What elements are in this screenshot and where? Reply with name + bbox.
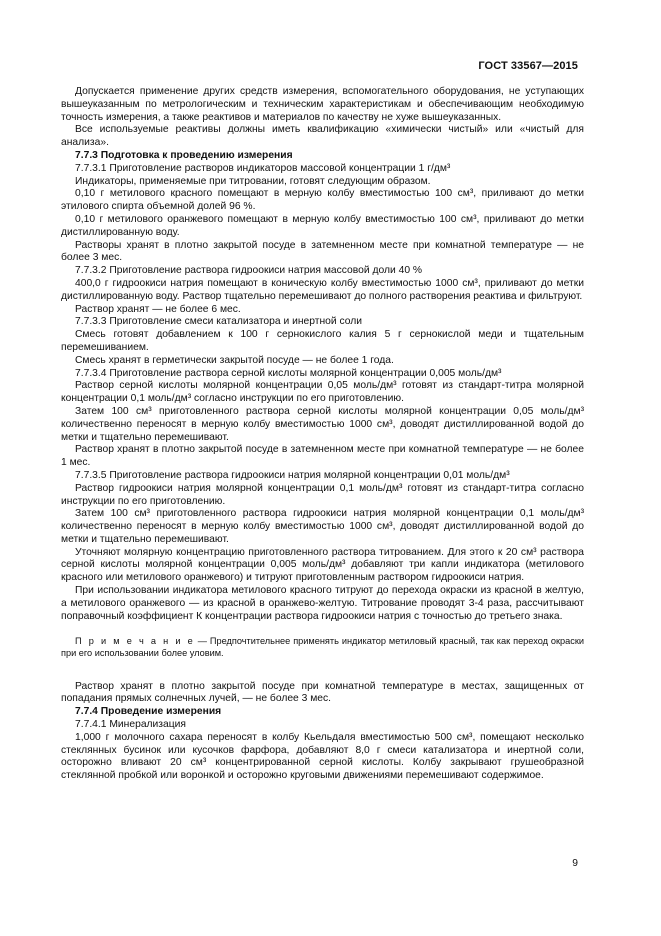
note <box>61 636 584 659</box>
paragraph: 7.7.3.4 Приготовление раствора серной кислоты молярной концентрации 0,005 моль/дм³ <box>75 367 502 379</box>
paragraph: 0,10 г метилового оранжевого помещают в мерную колбу вместимостью 100 см³, приливают до метки дистиллированную воду. <box>61 213 584 238</box>
page-number: 9 <box>572 858 578 869</box>
section-heading: 7.7.4 Проведение измерения <box>75 706 222 718</box>
paragraph: Раствор хранят в плотно закрытой посуде в затемненном месте при комнатной температуре — не более 1 мес. <box>61 444 584 469</box>
paragraph: Затем 100 см³ приготовленного раствора серной кислоты молярной концентрации 0,05 моль/дм³ количественно переносят в мерную колбу вместимостью 1000 см³, доводят дистиллированной водой до метки и тщательно перемешивают. <box>61 405 584 443</box>
paragraph: Все используемые реактивы должны иметь квалификацию «химически чистый» или «чистый для анализа». <box>61 124 584 149</box>
paragraph: При использовании индикатора метилового красного титруют до перехода окраски из красной в желтую, а метилового оранжевого — из красной в оранжево-желтую. Титрование проводят 3-4 раза, рассчитывают поправочный коэффициент К концентрации раствора гидроокиси натрия с точностью до третьего знака. <box>61 585 584 622</box>
paragraph: Раствор хранят — не более 6 мес. <box>75 303 241 315</box>
paragraph: 400,0 г гидроокиси натрия помещают в коническую колбу вместимостью 1000 см³, приливают до метки дистиллированную воду. Раствор тщательно перемешивают до полного растворения реактива и фильтруют. <box>61 277 584 302</box>
paragraph: 7.7.3.5 Приготовление раствора гидроокиси натрия молярной концентрации 0,01 моль/дм³ <box>75 469 510 481</box>
paragraph: Растворы хранят в плотно закрытой посуде в затемненном месте при комнатной температуре — не более 3 мес. <box>61 239 584 264</box>
paragraph: 7.7.3.2 Приготовление раствора гидроокиси натрия массовой доли 40 % <box>75 265 423 277</box>
document-header: ГОСТ 33567—2015 <box>478 60 578 72</box>
paragraph: Затем 100 см³ приготовленного раствора гидроокиси натрия молярной концентрации 0,1 моль/дм³ количественно переносят в мерную колбу вместимостью 1000 см³, доводят дистиллированной водой до метки и тщательно перемешивают. <box>61 508 584 545</box>
paragraph: Смесь готовят добавлением к 100 г сернокислого калия 5 г сернокислой меди и тщательным перемешиванием. <box>61 329 584 353</box>
document-body <box>61 86 584 783</box>
paragraph: Раствор гидроокиси натрия молярной концентрации 0,1 моль/дм³ готовят из стандарт-титра согласно инструкции по его приготовлению. <box>61 482 584 507</box>
paragraph: 7.7.4.1 Минерализация <box>75 719 186 731</box>
paragraph: Смесь хранят в герметически закрытой посуде — не более 1 года. <box>75 354 394 366</box>
paragraph: 7.7.3.1 Приготовление растворов индикаторов массовой концентрации 1 г/дм³ <box>75 162 451 174</box>
note-text: — Предпочтительнее применять индикатор метиловый красный, так как переход окраски при его использовании более уловим. <box>61 636 584 659</box>
paragraph: Допускается применение других средств измерения, вспомогательного оборудования, не уступающих вышеуказанным по метрологическим и техническим характеристикам и обеспечивающим необходимую точность измерения, а также реактивов и материалов по качеству не хуже вышеуказанных. <box>61 86 584 123</box>
note-label: П р и м е ч а н и е <box>75 636 195 647</box>
paragraph: 1,000 г молочного сахара переносят в колбу Кьельдаля вместимостью 500 см³, помещают несколько стеклянных бусинок или кусочков фарфора, добавляют 8,0 г смеси катализатора и инертной соли, осторожно вливают 20 см³ концентрированной серной кислоты. Колбу закрывают грушеобразной стеклянной пробкой или воронкой и осторожно круговыми движениями перемешивают содержимое. <box>61 731 584 782</box>
paragraph: 0,10 г метилового красного помещают в мерную колбу вместимостью 100 см³, приливают до метки этилового спирта объемной долей 96 %. <box>61 188 584 213</box>
paragraph: Раствор хранят в плотно закрытой посуде при комнатной температуре в местах, защищенных от попадания прямых солнечных лучей, — не более 3 мес. <box>61 680 584 705</box>
paragraph: Уточняют молярную концентрацию приготовленного раствора титрованием. Для этого к 20 см³ раствора серной кислоты молярной концентрации 0,005 моль/дм³ добавляют три капли индикатора (метилового красного или метилового оранжевого) и титруют приготовленным раствором гидроокиси натрия. <box>61 546 584 584</box>
paragraph: Индикаторы, применяемые при титровании, готовят следующим образом. <box>75 175 431 187</box>
paragraph: Раствор серной кислоты молярной концентрации 0,05 моль/дм³ готовят из стандарт-титра молярной концентрации 0,1 моль/дм³ согласно инструкции по его приготовлению. <box>61 380 584 405</box>
paragraph: 7.7.3.3 Приготовление смеси катализатора и инертной соли <box>75 316 363 328</box>
section-heading: 7.7.3 Подготовка к проведению измерения <box>75 149 293 161</box>
